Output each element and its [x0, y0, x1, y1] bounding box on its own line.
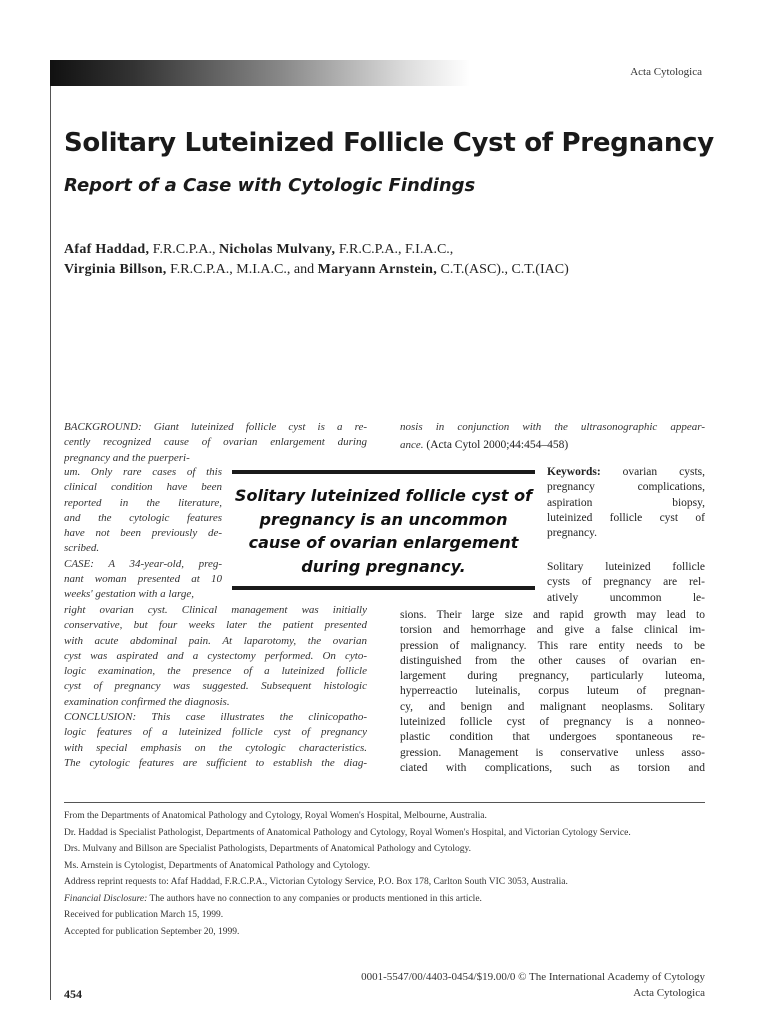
- body-line: sions. Their large size and rapid growth may lead to: [400, 609, 705, 621]
- keyword: pregnancy.: [547, 527, 598, 540]
- abstract-line: um. Only rare cases of this: [64, 466, 222, 478]
- author-credentials: C.T.(ASC)., C.T.(IAC): [440, 262, 569, 277]
- abstract-line: logic features of a luteinized follicle cyst of pregnancy: [64, 726, 367, 739]
- disclosure-label: Financial Disclosure:: [64, 893, 148, 904]
- author-name: Afaf Haddad,: [64, 242, 150, 257]
- author-name: Virginia Billson,: [64, 262, 167, 277]
- body-line: torsion and hemorrhage and give a false clinical im-: [400, 624, 705, 637]
- author-credentials: F.R.C.P.A., M.I.A.C., and: [170, 262, 318, 277]
- page-number: 454: [64, 987, 82, 1001]
- article-title: Solitary Luteinized Follicle Cyst of Pregnancy: [64, 128, 714, 158]
- footnote-reprints: Address reprint requests to: Afaf Haddad, F.R.C.P.A., Victorian Cytology Service, P.O. Box 178, Carlton South VIC 3053, Australia.: [64, 877, 568, 887]
- author-name: Maryann Arnstein,: [317, 262, 438, 277]
- copyright-line: 0001-5547/00/4403-0454/$19.00/0 © The International Academy of Cytology: [361, 971, 705, 983]
- keyword: aspiration biopsy,: [547, 496, 705, 509]
- abstract-line: conservative, but four weeks later the patient presented: [64, 619, 367, 632]
- pull-quote: [232, 470, 535, 590]
- keyword: ovarian cysts,: [600, 466, 705, 478]
- abstract-narrow: [64, 465, 222, 603]
- footnotes: [64, 810, 705, 942]
- abstract-line: reported in the literature,: [64, 496, 222, 509]
- abstract-line: nant woman presented at 10: [64, 573, 222, 586]
- body-line: cysts of pregnancy are rel-: [547, 576, 705, 589]
- abstract-line: cyst was aspirated and a cystectomy performed. On cyto-: [64, 649, 367, 662]
- footnote-accepted: Accepted for publication September 20, 1999.: [64, 926, 240, 937]
- keywords-label: Keywords:: [547, 466, 601, 478]
- left-margin-rule: [50, 60, 51, 1000]
- body-line: hyperreactio luteinalis, corpus luteum of pregnan-: [400, 685, 705, 698]
- intro-wide: [400, 608, 705, 776]
- author-name: Nicholas Mulvany,: [218, 242, 336, 257]
- keyword: pregnancy complications,: [547, 481, 705, 494]
- body-line: pression of malignancy. This rare entity needs to be: [400, 639, 705, 652]
- body-line: ciated with complications, such as torsion and: [400, 761, 705, 774]
- footnote-haddad: Dr. Haddad is Specialist Pathologist, Departments of Anatomical Pathology and Cytology, Royal Women's Hospital, and Victorian Cytology Service.: [64, 827, 631, 838]
- abstract-line: cently recognized cause of ovarian enlargement during: [64, 436, 367, 449]
- abstract-line: clinical condition have been: [64, 481, 222, 494]
- abstract-line: and the cytologic features: [64, 511, 222, 524]
- abstract-line: CONCLUSION: This case illustrates the clinicopatho-: [64, 711, 367, 724]
- body-line: luteinized follicle cyst of pregnancy is a nonneo-: [400, 716, 705, 729]
- header-gradient-bar: [50, 60, 470, 86]
- intro-narrow: [547, 560, 705, 606]
- body-line: largement during pregnancy, particularly luteoma,: [400, 670, 705, 683]
- abstract-line-with-citation: [400, 435, 705, 453]
- abstract-line: cyst of pregnancy was suggested. Subsequent histologic: [64, 680, 367, 693]
- article-subtitle: Report of a Case with Cytologic Findings: [64, 175, 476, 196]
- footnote-departments: From the Departments of Anatomical Pathology and Cytology, Royal Women's Hospital, Melbourne, Australia.: [64, 811, 487, 821]
- abstract-line: CASE: A 34-year-old, preg-: [64, 557, 222, 570]
- footnote-received: Received for publication March 15, 1999.: [64, 910, 224, 920]
- abstract-line: logic examination, the presence of a luteinized follicle: [64, 665, 367, 678]
- abstract-line: weeks' gestation with a large,: [64, 588, 194, 601]
- author-credentials: F.R.C.P.A.,: [152, 242, 219, 257]
- body-line: distinguished from the other causes of ovarian en-: [400, 654, 705, 667]
- footnote-disclosure: [64, 893, 705, 907]
- footnote-arnstein: Ms. Arnstein is Cytologist, Departments of Anatomical Pathology and Cytology.: [64, 860, 371, 871]
- pull-quote-top-rule: [232, 470, 535, 474]
- body-line: cy, and benign and malignant neoplasms. Solitary: [400, 700, 705, 713]
- body-line: gression. Management is conservative unless asso-: [400, 746, 705, 759]
- body-line: plastic condition that undergoes spontaneous re-: [400, 731, 705, 744]
- abstract-line: pregnancy and the puerperi-: [64, 451, 190, 464]
- pull-quote-bottom-rule: [232, 586, 535, 590]
- author-credentials: F.R.C.P.A., F.I.A.C.,: [338, 242, 454, 257]
- abstract-line: nosis in conjunction with the ultrasonographic appear-: [400, 421, 705, 433]
- abstract-line: BACKGROUND: Giant luteinized follicle cyst is a re-: [64, 421, 367, 433]
- abstract-line: The cytologic features are sufficient to establish the diag-: [64, 756, 367, 769]
- author-line-2: [64, 260, 724, 280]
- pull-quote-text: Solitary luteinized follicle cyst of pregnancy is an uncommon cause of ovarian enlargement during pregnancy.: [234, 486, 533, 576]
- disclosure-text: The authors have no connection to any companies or products mentioned in this article.: [147, 893, 482, 904]
- author-list: [64, 240, 724, 280]
- body-line: Solitary luteinized follicle: [547, 561, 705, 573]
- abstract-bottom: [64, 603, 367, 771]
- abstract-top: [64, 420, 367, 466]
- footnote-mulvany-billson: Drs. Mulvany and Billson are Specialist Pathologists, Departments of Anatomical Pathology and Cytology.: [64, 844, 472, 854]
- abstract-line: scribed.: [64, 542, 100, 555]
- abstract-end: ance.: [400, 439, 424, 452]
- keywords: [547, 465, 705, 541]
- abstract-line: with acute abdominal pain. At laparotomy, the ovarian: [64, 634, 367, 647]
- abstract-line: with special emphasis on the cytologic characteristics.: [64, 741, 367, 754]
- keywords-line: [547, 465, 705, 480]
- running-header-journal: Acta Cytologica: [630, 66, 702, 78]
- author-line-1: [64, 240, 724, 260]
- running-footer-journal: Acta Cytologica: [633, 987, 705, 999]
- citation: (Acta Cytol 2000;44:454–458): [423, 439, 569, 452]
- abstract-line: have not been previously de-: [64, 527, 222, 540]
- abstract-continuation: [400, 420, 705, 454]
- abstract-line: examination confirmed the diagnosis.: [64, 695, 230, 708]
- abstract-line: right ovarian cyst. Clinical management was initially: [64, 604, 367, 616]
- body-line: atively uncommon le-: [547, 591, 705, 604]
- keyword: luteinized follicle cyst of: [547, 511, 705, 524]
- footnote-divider: [64, 802, 705, 803]
